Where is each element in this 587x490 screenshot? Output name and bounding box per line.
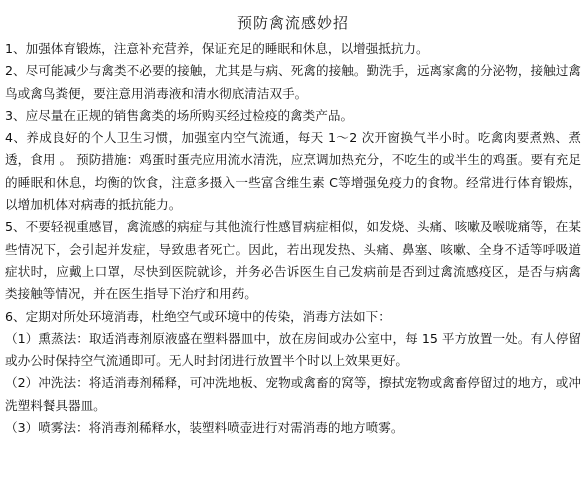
paragraph-3: 3、应尽量在正规的销售禽类的场所购买经过检疫的禽类产品。 <box>5 107 354 123</box>
paragraph-4: 4、养成良好的个人卫生习惯，加强室内空气流通，每天 1～2 次开窗换气半小时。吃禽肉要煮熟、煮透，食用 。 预防措施：鸡蛋时蛋壳应用流水清洗，应烹调加热充分，不吃生的或半生的鸡蛋。要有充足的睡眠和休息，均衡的饮食，注意多摄入一些富含维生素 C等增强免疫力的食物。经常进行体育锻炼，以增加机体对病毒的抵抗能力。 <box>5 130 581 213</box>
paragraph-6: 6、定期对所处环境消毒，杜绝空气或环境中的传染，消毒方法如下： <box>5 308 391 324</box>
paragraph-2: 2、尽可能减少与禽类不必要的接触，尤其是与病、死禽的接触。勤洗手，远离家禽的分泌物，接触过禽鸟或禽鸟粪便，要注意用消毒液和清水彻底清洁双手。 <box>5 63 581 101</box>
paragraph-5: 5、不要轻视重感冒，禽流感的病症与其他流行性感冒病症相似，如发烧、头痛、咳嗽及喉咙痛等，在某些情况下，会引起并发症，导致患者死亡。因此，若出现发热、头痛、鼻塞、咳嗽、全身不适等呼吸道症状时，应戴上口罩，尽快到医院就诊，并务必告诉医生自己发病前是否到过禽流感疫区，是否与病禽类接触等情况，并在医生指导下治疗和用药。 <box>5 219 581 302</box>
paragraph-method-1: （1）熏蒸法：取适消毒剂原液盛在塑料器皿中，放在房间或办公室中，每 15 平方放置一处。有人停留或办公时保持空气流通即可。无人时封闭进行放置半个时以上效果更好。 <box>5 330 581 369</box>
paragraph-method-3: （3）喷雾法：将消毒剂稀释水，装塑料喷壶进行对需消毒的地方喷雾。 <box>5 420 404 436</box>
document-title: 预防禽流感妙招 <box>236 14 349 32</box>
paragraph-1: 1、加强体育锻炼，注意补充营养，保证充足的睡眠和休息，以增强抵抗力。 <box>5 41 429 56</box>
paragraph-method-2: （2）冲洗法：将适消毒剂稀释，可冲洗地板、宠物或禽畜的窝等，擦拭宠物或禽畜停留过的地方，或冲洗塑料餐具器皿。 <box>5 375 581 413</box>
